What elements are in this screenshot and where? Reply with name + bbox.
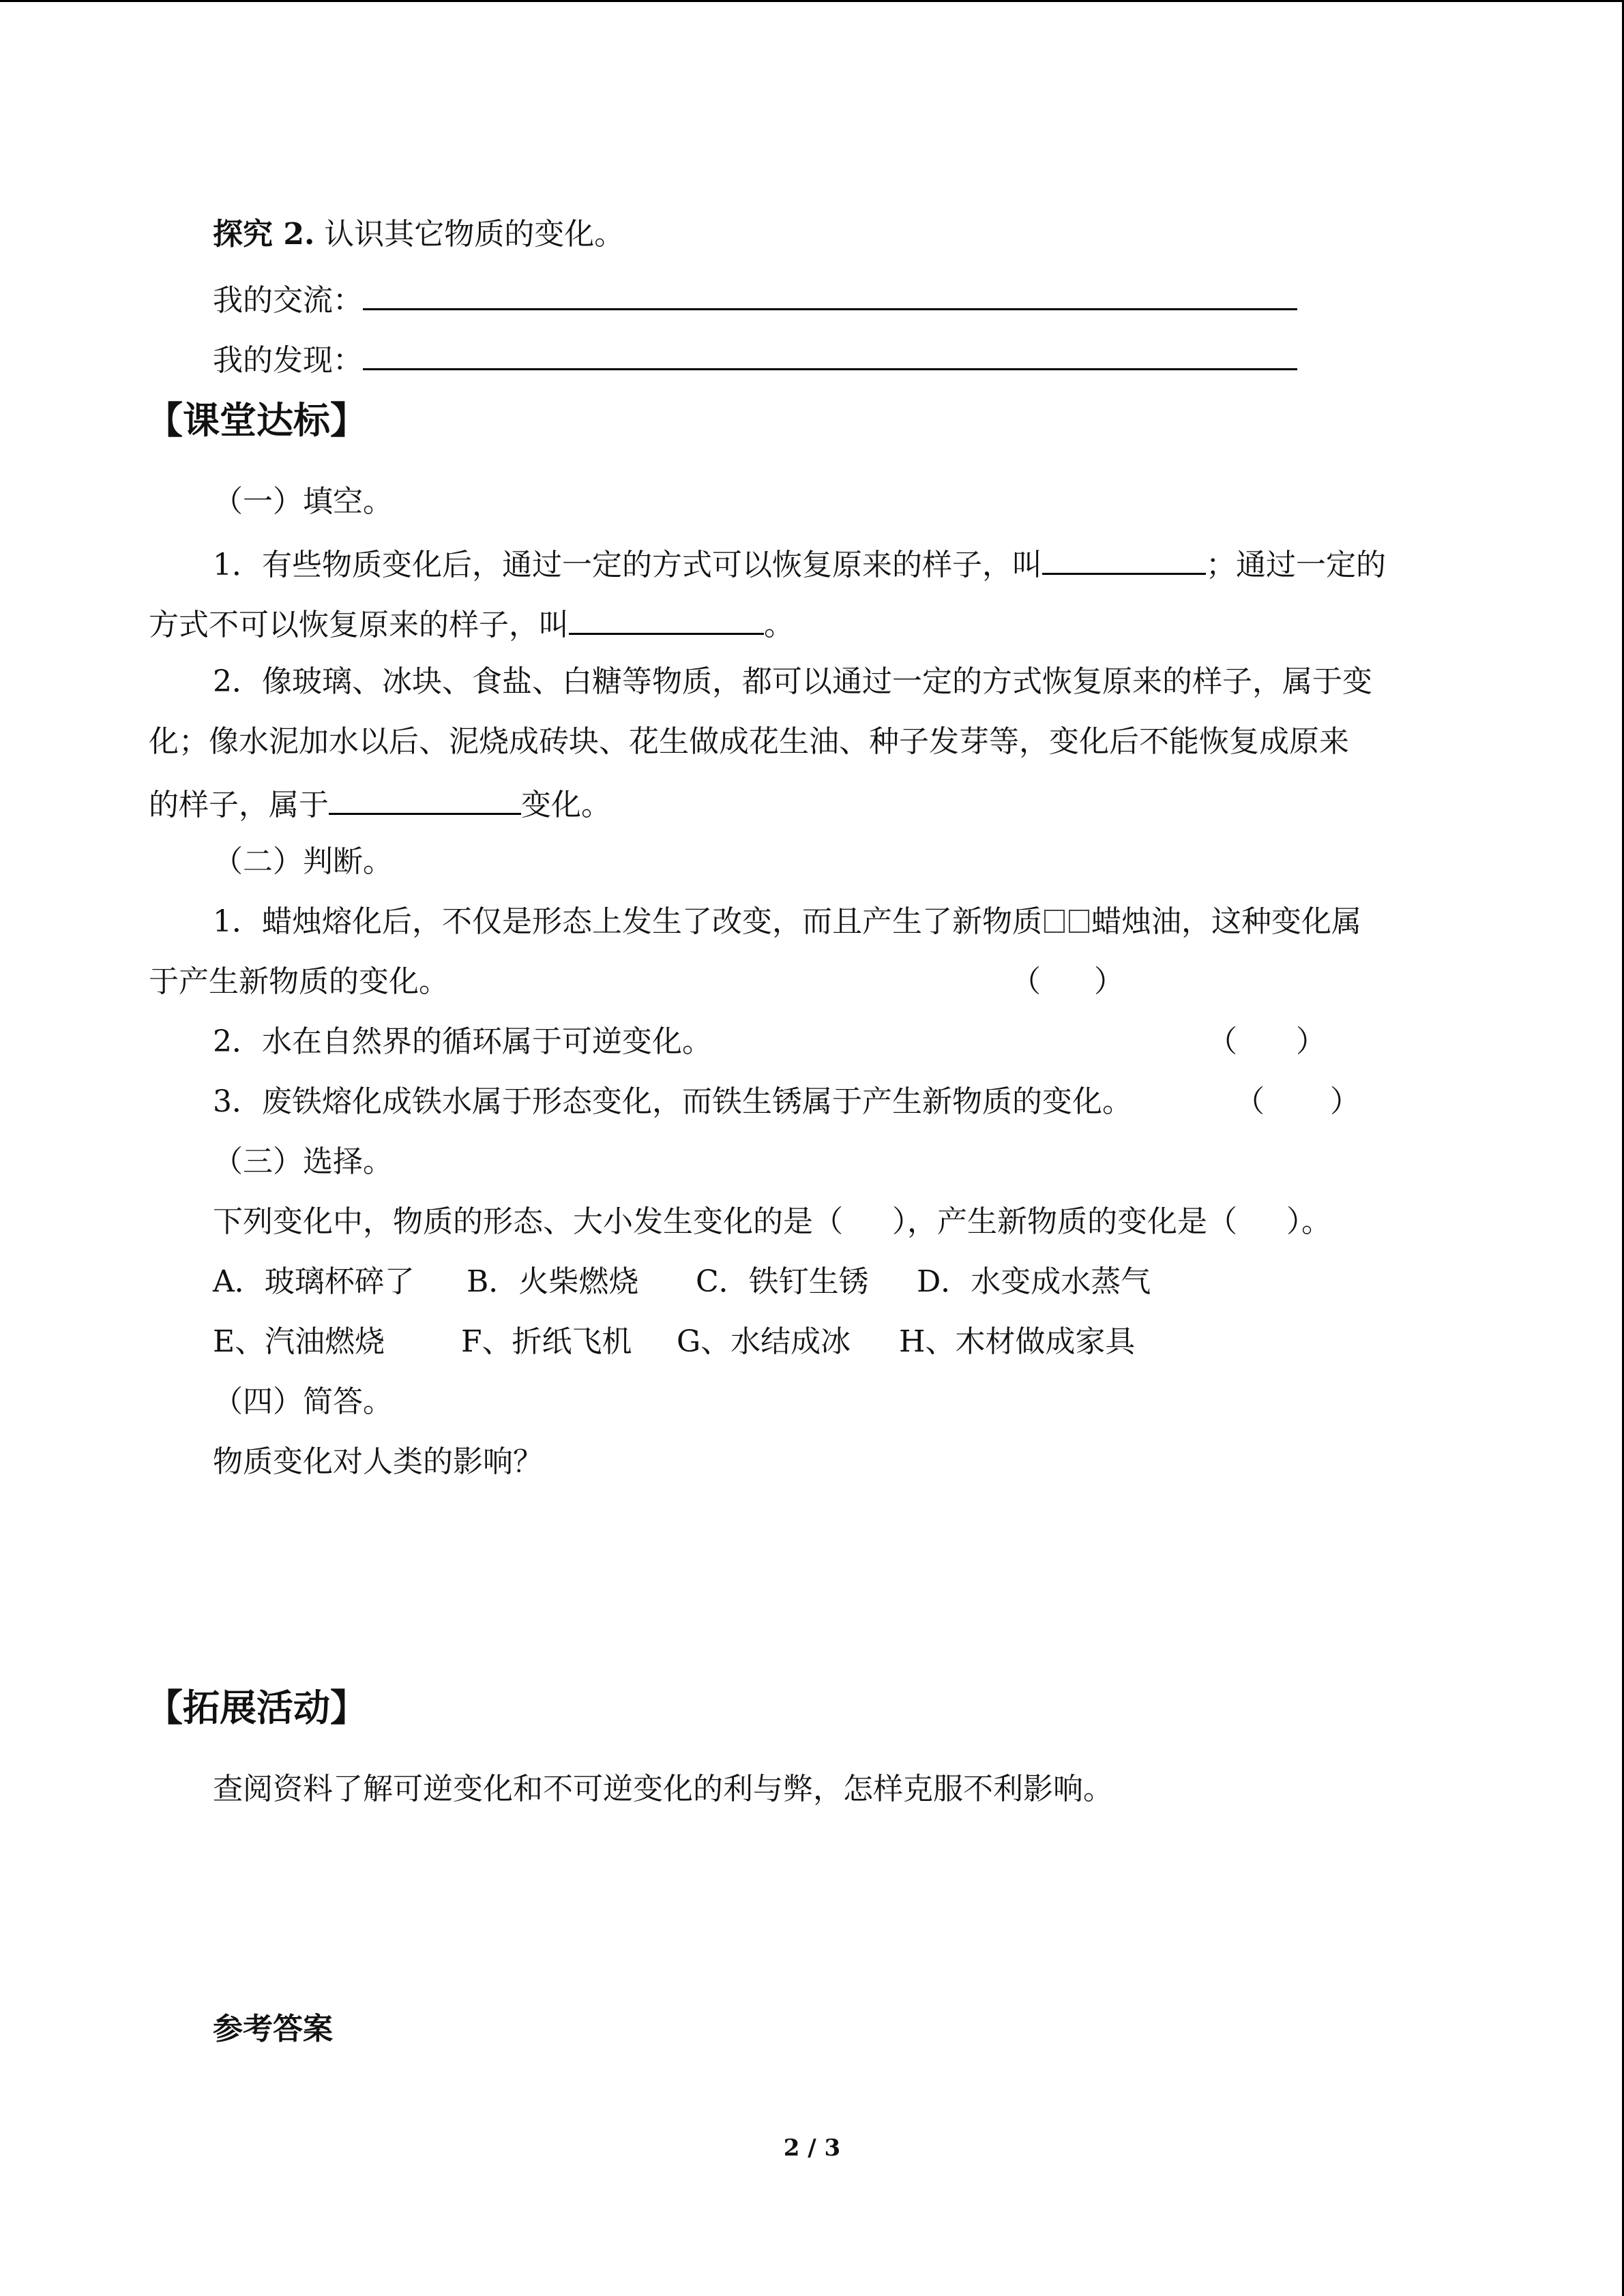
short-question: 物质变化对人类的影响？ [213, 1444, 543, 1479]
option-f: F、折纸飞机 [461, 1324, 632, 1359]
fill-q1-blank2[interactable] [569, 603, 764, 635]
short-title: （四）简答。 [213, 1384, 393, 1419]
fill-q1-text-a: 1．有些物质变化后，通过一定的方式可以恢复原来的样子，叫 [213, 548, 1042, 582]
fill-q2-text-a: 的样子，属于 [149, 788, 329, 822]
option-h: H、木材做成家具 [899, 1324, 1136, 1359]
explore-2-label: 探究 2 [213, 217, 304, 252]
judge-q2-paren-open: （ [1207, 1024, 1237, 1059]
choose-stem-a: 下列变化中，物质的形态、大小发生变化的是（ [213, 1204, 843, 1239]
judge-q2: 2．水在自然界的循环属于可逆变化。 [213, 1024, 712, 1059]
fill-q2-line1: 2．像玻璃、冰块、食盐、白糖等物质，都可以通过一定的方式恢复原来的样子，属于变 [213, 664, 1372, 699]
fill-q2-blank[interactable] [329, 783, 521, 815]
fill-q1-blank1[interactable] [1042, 543, 1206, 575]
communication-blank[interactable] [363, 278, 1297, 310]
choose-stem-c: ）。 [1286, 1204, 1331, 1239]
judge-q2-paren[interactable] [1207, 1023, 1326, 1061]
fill-q1-text-d: 。 [764, 608, 794, 642]
judge-q1-paren-open: （ [1011, 964, 1041, 999]
option-c: C．铁钉生锈 [696, 1264, 869, 1299]
communication-label: 我的交流： [213, 283, 363, 318]
judge-q3: 3．废铁熔化成铁水属于形态变化，而铁生锈属于产生新物质的变化。 [213, 1084, 1132, 1119]
option-e: E、汽油燃烧 [213, 1324, 385, 1359]
missing-glyph-icon [1069, 910, 1089, 933]
discovery-blank[interactable] [363, 338, 1297, 370]
options-row-2 [213, 1323, 1135, 1361]
missing-glyph-icon [1044, 910, 1065, 933]
fill-q1-text-c: 方式不可以恢复原来的样子，叫 [149, 608, 569, 642]
choose-stem-b: ），产生新物质的变化是（ [892, 1204, 1237, 1239]
option-a: A．玻璃杯碎了 [213, 1264, 415, 1299]
option-g: G、水结成冰 [677, 1324, 851, 1359]
judge-q2-paren-close: ） [1296, 1024, 1326, 1059]
fill-title: （一）填空。 [213, 484, 393, 519]
judge-q3-paren-open: （ [1235, 1084, 1265, 1119]
reference-answer-title: 参考答案 [213, 2012, 333, 2046]
page-number: 2 / 3 [783, 2134, 841, 2162]
judge-q1-paren[interactable] [1011, 963, 1124, 1001]
judge-q1-line1 [213, 903, 1361, 941]
discovery-label: 我的发现： [213, 343, 363, 378]
judge-title: （二）判断。 [213, 844, 393, 879]
classroom-heading: 【课堂达标】 [146, 398, 367, 442]
judge-q1-line2: 于产生新物质的变化。 [149, 964, 449, 999]
judge-q1-paren-close: ） [1094, 964, 1124, 999]
option-b: B．火柴燃烧 [467, 1264, 639, 1299]
fill-q1-line2 [149, 603, 794, 644]
explore-2-sep: . [304, 217, 315, 252]
fill-q1-line1 [213, 543, 1386, 584]
choose-title: （三）选择。 [213, 1144, 393, 1179]
options-row-1 [213, 1263, 1151, 1301]
judge-q3-paren[interactable] [1235, 1083, 1360, 1121]
judge-q1-text-b: 蜡烛油，这种变化属 [1091, 904, 1361, 939]
extension-heading: 【拓展活动】 [146, 1686, 367, 1729]
fill-q2-text-b: 变化。 [521, 788, 611, 822]
fill-q1-text-b: ；通过一定的 [1206, 548, 1386, 582]
fill-q2-line2: 化；像水泥加水以后、泥烧成砖块、花生做成花生油、种子发芽等，变化后不能恢复成原来 [149, 724, 1349, 759]
communication-line [213, 278, 1297, 320]
explore-2-line [213, 215, 624, 254]
option-d: D．水变成水蒸气 [917, 1264, 1151, 1299]
extension-text: 查阅资料了解可逆变化和不可逆变化的利与弊，怎样克服不利影响。 [213, 1772, 1113, 1806]
discovery-line [213, 338, 1297, 380]
judge-q1-text-a: 1．蜡烛熔化后，不仅是形态上发生了改变，而且产生了新物质 [213, 904, 1042, 939]
fill-q2-line3 [149, 783, 611, 824]
choose-stem [213, 1203, 1331, 1241]
explore-2-text: 认识其它物质的变化。 [324, 217, 625, 252]
judge-q3-paren-close: ） [1330, 1084, 1360, 1119]
